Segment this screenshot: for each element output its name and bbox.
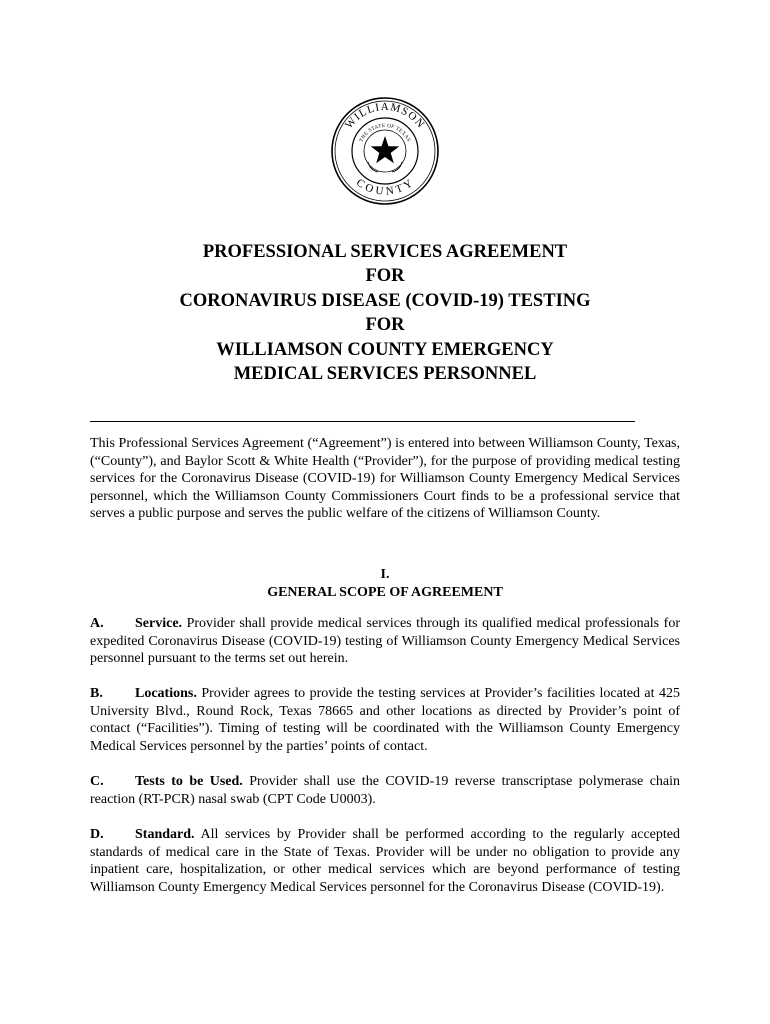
title-line: MEDICAL SERVICES PERSONNEL bbox=[233, 364, 537, 385]
section-title: GENERAL SCOPE OF AGREEMENT bbox=[267, 584, 503, 600]
title-line: FOR bbox=[365, 266, 405, 287]
seal-top-text: WILLIAMSON bbox=[342, 100, 428, 132]
star-icon bbox=[371, 136, 400, 163]
seal-inner-text: THE STATE OF TEXAS bbox=[358, 122, 412, 144]
clause-text: All services by Provider shall be performed according to the regularly accepted standards of medical care in the State of Texas. Provider will be under no obligation to provide any inpatient care, hospitalization, or other medical services which are beyond performance of testing Williamson County Emergency Medical Services personnel for the Coronavirus Disease (COVID-19). bbox=[90, 827, 680, 895]
title-line: PROFESSIONAL SERVICES AGREEMENT bbox=[202, 242, 568, 262]
section-number: I. bbox=[380, 567, 390, 582]
clause-title: Service. bbox=[135, 616, 183, 631]
clause-d bbox=[90, 826, 680, 896]
clause-a bbox=[90, 615, 680, 668]
title-line: FOR bbox=[365, 315, 405, 336]
agreement-title bbox=[90, 240, 680, 386]
clause-text: Provider shall use the COVID-19 reverse transcriptase polymerase chain reaction (RT-PCR) nasal swab (CPT Code U0003). bbox=[90, 774, 681, 807]
clause-title: Tests to be Used. bbox=[135, 774, 243, 789]
clause-text: Provider agrees to provide the testing services at Provider’s facilities located at 425 University Blvd., Round Rock, Texas 78665 and other locations as directed by Provider’s point of contact (“Facilities”). Timing of testing will be coordinated with the Williamson County Emergency Medical Services personnel by the parties’ points of contact. bbox=[90, 686, 680, 754]
clause-b bbox=[90, 685, 680, 755]
intro-paragraph: This Professional Services Agreement (“Agreement”) is entered into between Williamson County, Texas, (“County”), and Baylor Scott & White Health (“Provider”), for the purpose of providing medical testing services for the Coronavirus Disease (COVID-19) for Williamson County Emergency Medical Services personnel, which the Williamson County Commissioners Court finds to be a professional service that serves a public purpose and serves the public welfare of the citizens of Williamson County. bbox=[90, 436, 680, 522]
svg-text:COUNTY bbox=[354, 177, 416, 198]
clause-label: B. bbox=[90, 686, 103, 701]
clause-title: Locations. bbox=[135, 686, 197, 701]
clause-label: A. bbox=[90, 616, 104, 631]
clause-title: Standard. bbox=[135, 827, 195, 842]
title-line: CORONAVIRUS DISEASE (COVID-19) TESTING bbox=[179, 290, 591, 311]
seal-bottom-text: COUNTY bbox=[353, 176, 417, 198]
county-seal-icon bbox=[330, 96, 440, 206]
clause-c bbox=[90, 773, 680, 808]
section-heading bbox=[90, 566, 680, 601]
clause-text: Provider shall provide medical services through its qualified medical professionals for expedited Coronavirus Disease (COVID-19) testing of Williamson County Emergency Medical Services personnel pursuant to the terms set out herein. bbox=[90, 616, 680, 667]
clause-label: D. bbox=[90, 827, 104, 842]
clause-label: C. bbox=[90, 774, 104, 789]
horizontal-divider bbox=[90, 421, 635, 422]
title-line: WILLIAMSON COUNTY EMERGENCY bbox=[216, 339, 554, 360]
